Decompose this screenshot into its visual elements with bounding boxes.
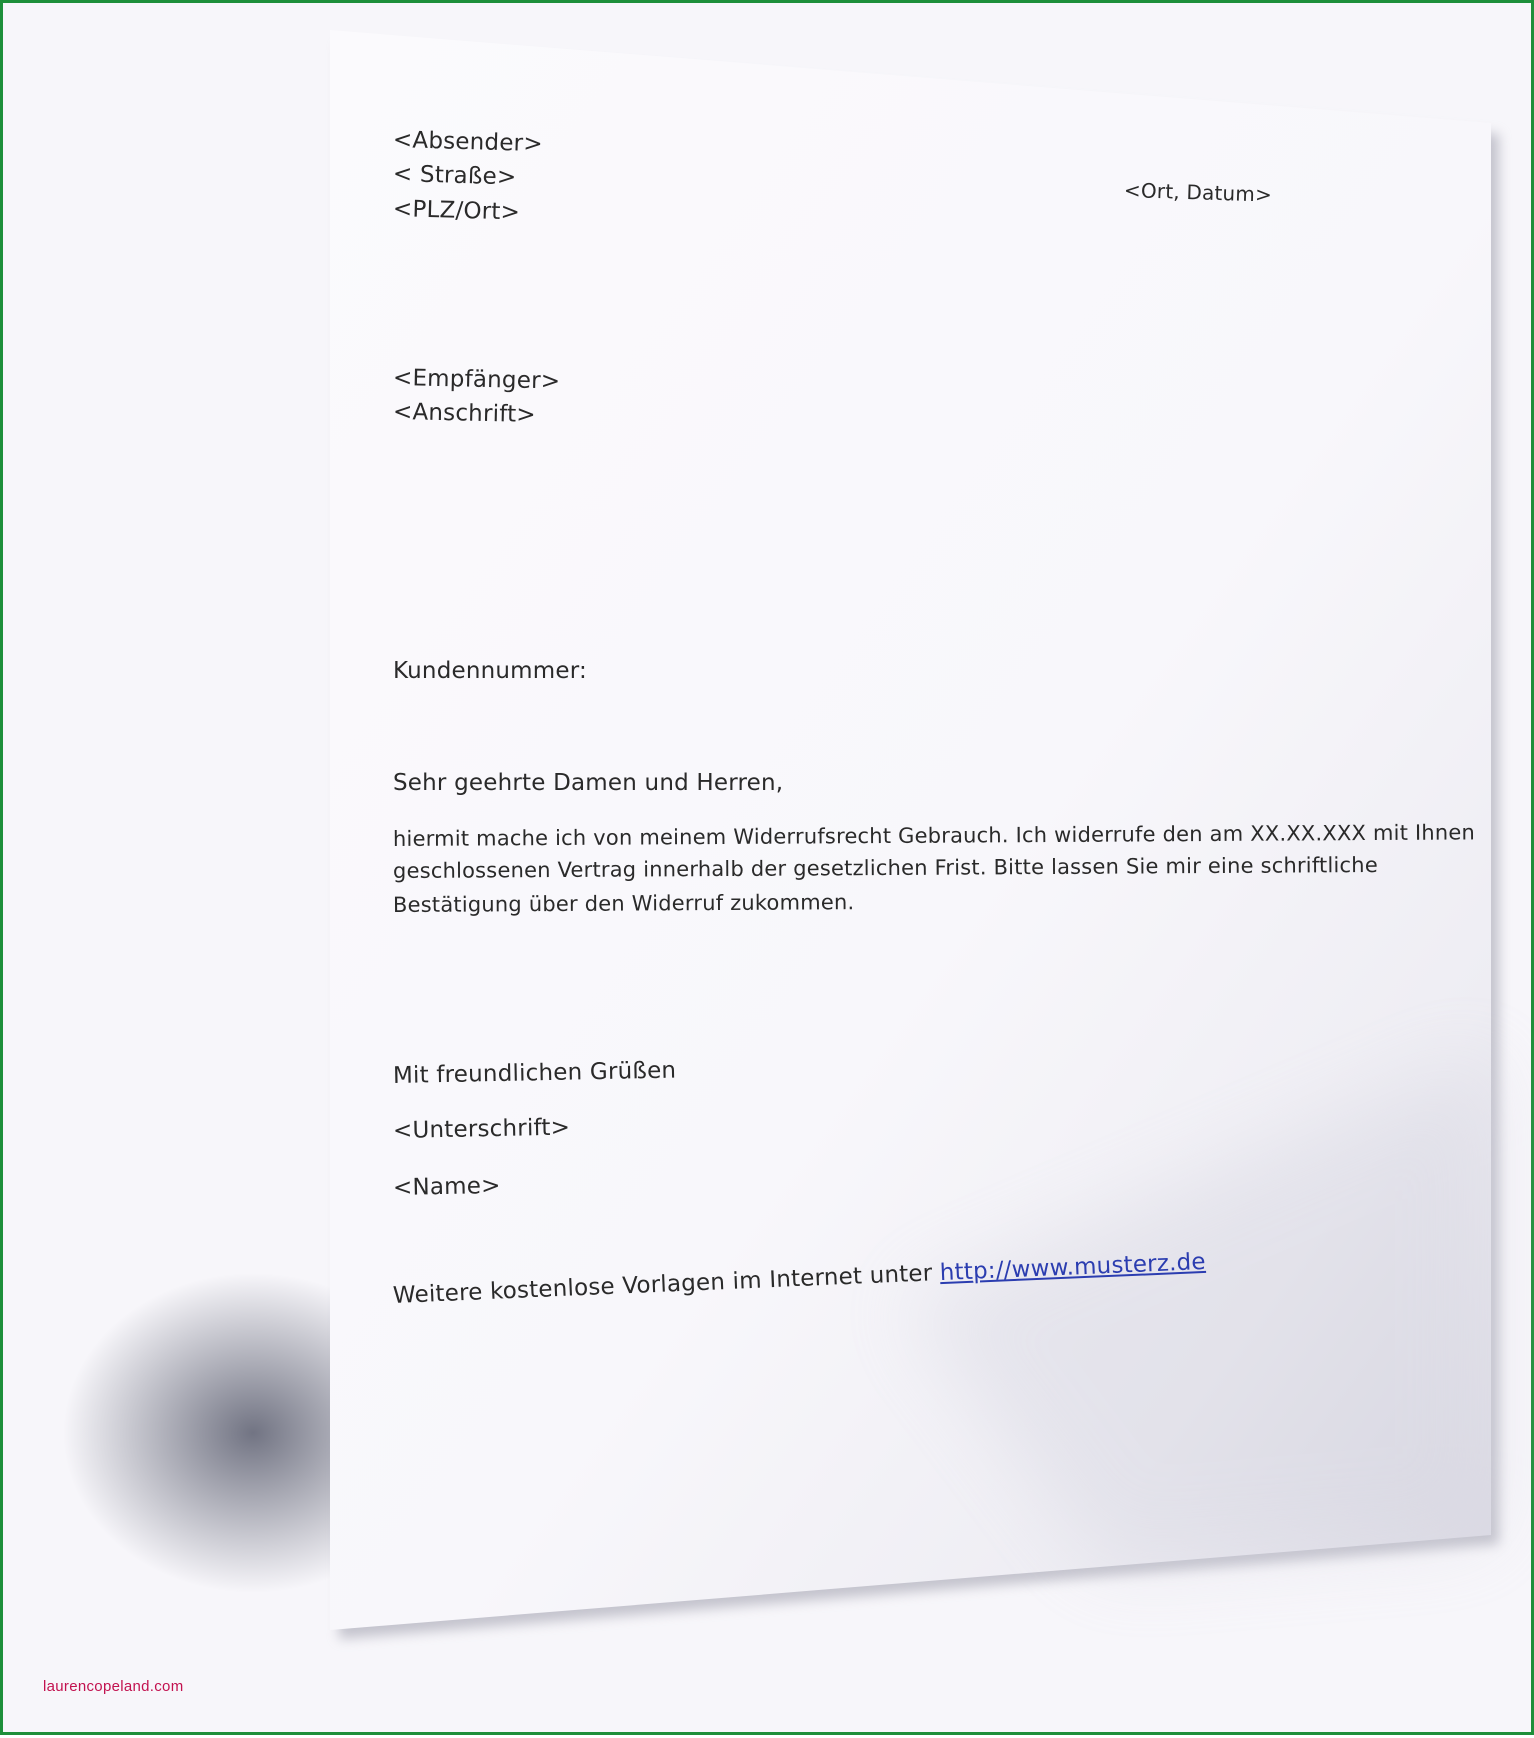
- footer-text: Weitere kostenlose Vorlagen im Internet unter: [392, 1260, 933, 1309]
- recipient-name: <Empfänger>: [392, 365, 561, 395]
- footer-link[interactable]: http://www.musterz.de: [939, 1248, 1207, 1287]
- footer-note: [392, 1249, 1206, 1309]
- closing: Mit freundlichen Grüßen: [392, 1057, 677, 1089]
- letter-content: [3, 3, 1534, 1738]
- salutation: Sehr geehrte Damen und Herren,: [393, 770, 784, 796]
- body-line: Bestätigung über den Widerruf zukommen.: [392, 890, 855, 917]
- signature-placeholder: <Unterschrift>: [392, 1114, 571, 1144]
- watermark: laurencopeland.com: [43, 1678, 184, 1695]
- recipient-address: <Anschrift>: [392, 399, 537, 428]
- customer-number-label: Kundennummer:: [393, 658, 587, 684]
- body-line: geschlossenen Vertrag innerhalb der gesetzlichen Frist. Bitte lassen Sie mir eine schriftliche: [392, 852, 1378, 883]
- sender-name: <Absender>: [392, 127, 544, 158]
- body-line: hiermit mache ich von meinem Widerrufsrecht Gebrauch. Ich widerrufe den am XX.XX.XXX mit Ihnen: [392, 820, 1476, 851]
- place-date: <Ort, Datum>: [1123, 178, 1273, 207]
- sender-street: < Straße>: [392, 161, 517, 191]
- name-placeholder: <Name>: [392, 1172, 501, 1201]
- sender-city: <PLZ/Ort>: [392, 196, 521, 226]
